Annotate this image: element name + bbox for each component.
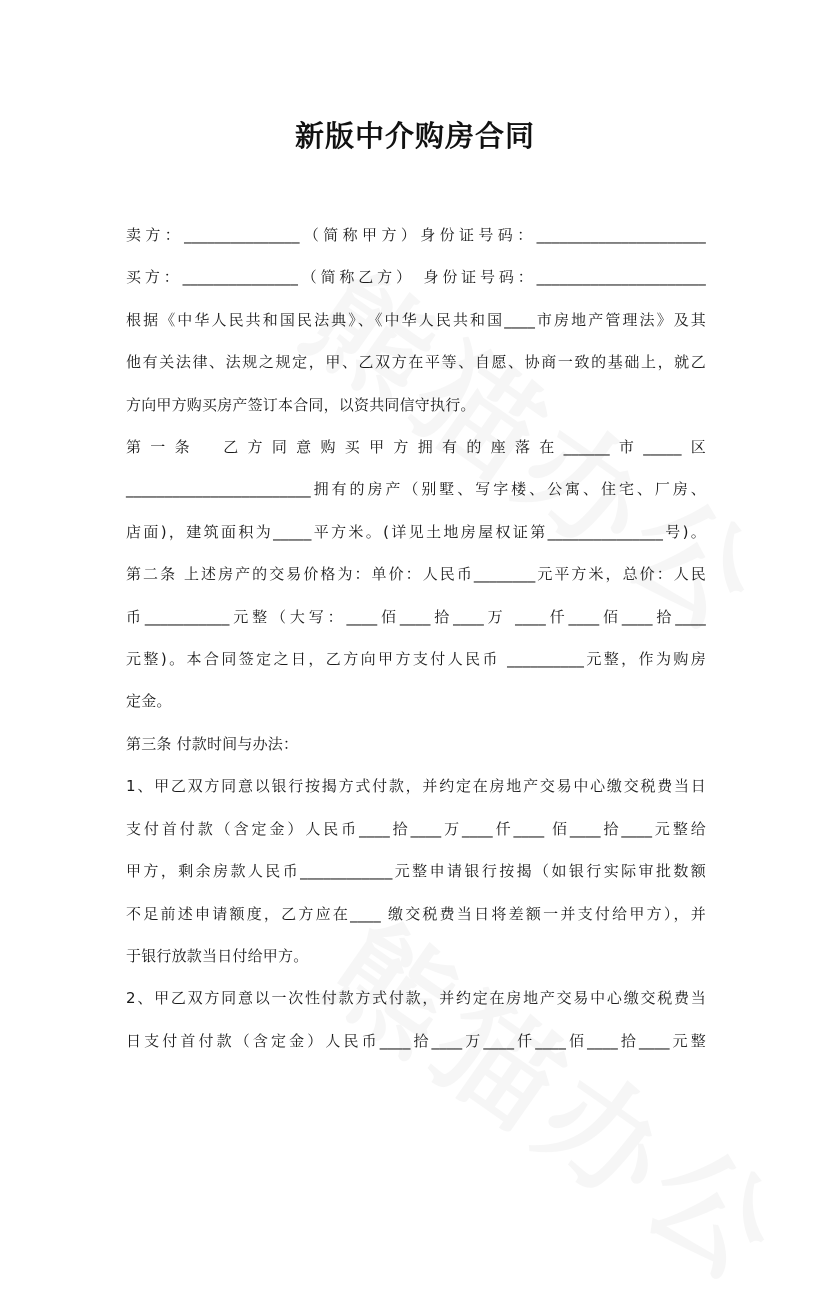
payment-option-2-line: 日支付首付款（含定金）人民币____拾____万____仟____佰____拾____元整 bbox=[126, 1031, 706, 1050]
document-body bbox=[126, 214, 706, 1062]
article-3-heading: 第三条 付款时间与办法： bbox=[126, 734, 299, 753]
article-2-line: 元整)。本合同签定之日，乙方向甲方支付人民币 __________元整，作为购房 bbox=[126, 650, 706, 669]
article-2-line: 币___________元整（大写：____佰____拾____万 ____仟____佰____拾____ bbox=[126, 607, 706, 626]
document-title: 新版中介购房合同 bbox=[294, 119, 535, 153]
paragraph-line: 他有关法律、法规之规定，甲、乙双方在平等、自愿、协商一致的基础上，就乙 bbox=[126, 353, 706, 372]
payment-option-1-line: 支付首付款（含定金）人民币____拾____万____仟____ 佰____拾____元整给 bbox=[126, 819, 706, 838]
article-1-line: 店面)，建筑面积为_____平方米。(详见土地房屋权证第_______________号)。 bbox=[126, 522, 706, 541]
payment-option-1-line: 于银行放款当日付给甲方。 bbox=[126, 946, 309, 965]
payment-option-1-line: 甲方，剩余房款人民币____________元整申请银行按揭（如银行实际审批数额 bbox=[126, 862, 706, 881]
payment-option-2-line: 2、甲乙双方同意以一次性付款方式付款，并约定在房地产交易中心缴交税费当 bbox=[126, 989, 706, 1008]
paragraph-line: 方向甲方购买房产签订本合同，以资共同信守执行。 bbox=[126, 395, 476, 414]
article-1-line: 第一条 乙方同意购买甲方拥有的座落在______市_____区 bbox=[126, 438, 706, 457]
article-2-line: 第二条 上述房产的交易价格为：单价：人民币________元平方米，总价：人民 bbox=[126, 565, 706, 584]
seller-line: 卖方：_______________（简称甲方）身份证号码：______________________ bbox=[126, 226, 706, 244]
article-2-line: 定金。 bbox=[126, 692, 172, 711]
buyer-line: 买方：_______________（简称乙方） 身份证号码：______________________ bbox=[126, 268, 706, 287]
payment-option-1-line: 1、甲乙双方同意以银行按揭方式付款，并约定在房地产交易中心缴交税费当日 bbox=[126, 777, 706, 796]
article-1-line: ________________________拥有的房产（别墅、写字楼、公寓、住宅、厂房、 bbox=[126, 480, 706, 499]
paragraph-line: 根据《中华人民共和国民法典》、《中华人民共和国____市房地产管理法》及其 bbox=[126, 310, 706, 329]
payment-option-1-line: 不足前述申请额度，乙方应在____ 缴交税费当日将差额一并支付给甲方），并 bbox=[126, 904, 706, 923]
